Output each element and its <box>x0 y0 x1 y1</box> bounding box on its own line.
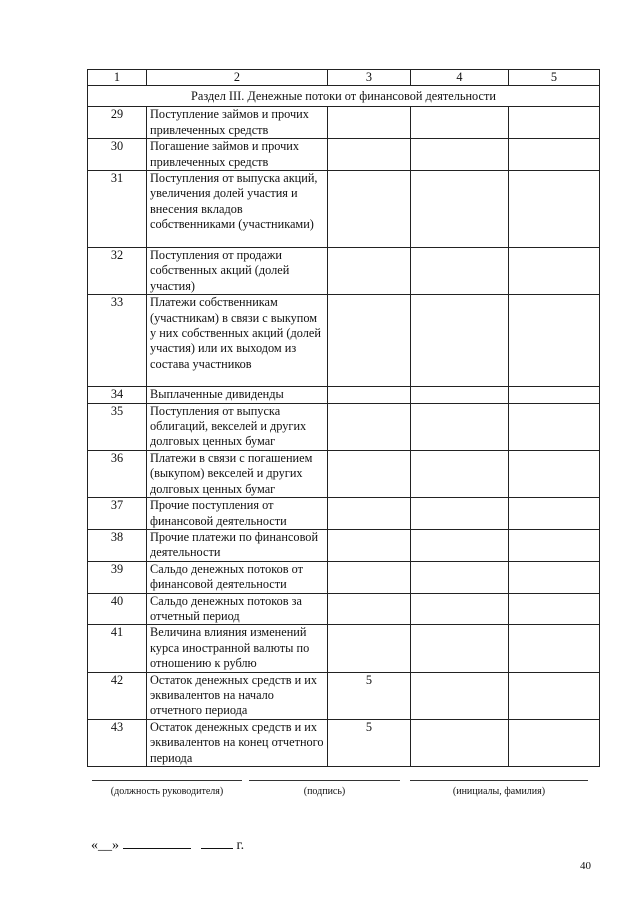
table-row <box>88 107 600 139</box>
row-label: Величина влияния изменений курса иностранной валюты по отношению к рублю <box>147 625 328 672</box>
row-label: Платежи в связи с погашением (выкупом) векселей и других долговых ценных бумаг <box>147 450 328 497</box>
section-title-row <box>88 86 600 107</box>
position-signature-line <box>92 780 242 781</box>
row-label: Прочие платежи по финансовой деятельности <box>147 529 328 561</box>
row-number: 41 <box>88 625 147 672</box>
row-value-col4 <box>411 107 509 139</box>
column-number-2: 2 <box>147 70 328 86</box>
table-row <box>88 139 600 171</box>
row-value-col3 <box>328 403 411 450</box>
row-label: Платежи собственникам (участникам) в связи с выкупом у них собственных акций (долей участия) или их выходом из состава участников <box>147 295 328 387</box>
row-value-col3: 5 <box>328 719 411 766</box>
row-value-col4 <box>411 593 509 625</box>
row-value-col3 <box>328 529 411 561</box>
row-value-col5 <box>509 561 600 593</box>
row-value-col4 <box>411 450 509 497</box>
signature-line <box>249 780 400 781</box>
row-value-col4 <box>411 561 509 593</box>
column-number-3: 3 <box>328 70 411 86</box>
row-value-col5 <box>509 403 600 450</box>
table-row <box>88 450 600 497</box>
row-value-col4 <box>411 529 509 561</box>
row-number: 37 <box>88 498 147 530</box>
column-number-4: 4 <box>411 70 509 86</box>
row-number: 30 <box>88 139 147 171</box>
table-row <box>88 529 600 561</box>
row-value-col4 <box>411 403 509 450</box>
table-row <box>88 248 600 295</box>
column-number-5: 5 <box>509 70 600 86</box>
row-number: 38 <box>88 529 147 561</box>
row-value-col5 <box>509 498 600 530</box>
row-label: Остаток денежных средств и их эквивалентов на конец отчетного периода <box>147 719 328 766</box>
row-value-col3 <box>328 561 411 593</box>
row-value-col5 <box>509 387 600 403</box>
date-line <box>91 836 244 854</box>
row-label: Сальдо денежных потоков за отчетный период <box>147 593 328 625</box>
table-row <box>88 295 600 387</box>
row-number: 39 <box>88 561 147 593</box>
row-value-col3 <box>328 625 411 672</box>
row-value-col3 <box>328 387 411 403</box>
table-row <box>88 561 600 593</box>
position-label: (должность руководителя) <box>110 786 224 797</box>
row-label: Остаток денежных средств и их эквивалентов на начало отчетного периода <box>147 672 328 719</box>
row-value-col5 <box>509 529 600 561</box>
row-value-col5 <box>509 295 600 387</box>
row-label: Поступления от продажи собственных акций (долей участия) <box>147 248 328 295</box>
row-label: Погашение займов и прочих привлеченных средств <box>147 139 328 171</box>
table-row <box>88 719 600 766</box>
column-number-1: 1 <box>88 70 147 86</box>
table-row <box>88 625 600 672</box>
table-row <box>88 672 600 719</box>
row-number: 29 <box>88 107 147 139</box>
row-value-col5 <box>509 139 600 171</box>
date-month-blank <box>123 836 191 849</box>
row-label: Сальдо денежных потоков от финансовой деятельности <box>147 561 328 593</box>
row-value-col3 <box>328 248 411 295</box>
row-label: Поступление займов и прочих привлеченных средств <box>147 107 328 139</box>
row-value-col5 <box>509 248 600 295</box>
row-value-col5 <box>509 593 600 625</box>
table-row <box>88 403 600 450</box>
table-row <box>88 498 600 530</box>
section-title: Раздел III. Денежные потоки от финансовой деятельности <box>88 86 600 107</box>
name-signature-line <box>410 780 588 781</box>
row-label: Прочие поступления от финансовой деятельности <box>147 498 328 530</box>
row-number: 40 <box>88 593 147 625</box>
row-value-col4 <box>411 672 509 719</box>
row-value-col3 <box>328 107 411 139</box>
row-value-col4 <box>411 139 509 171</box>
column-number-row <box>88 70 600 86</box>
row-value-col5 <box>509 672 600 719</box>
row-number: 32 <box>88 248 147 295</box>
date-day-field: «__» <box>91 838 119 853</box>
row-number: 34 <box>88 387 147 403</box>
row-value-col4 <box>411 171 509 248</box>
signature-label: (подпись) <box>303 786 346 797</box>
row-label: Выплаченные дивиденды <box>147 387 328 403</box>
row-value-col3 <box>328 139 411 171</box>
row-value-col3: 5 <box>328 672 411 719</box>
row-number: 33 <box>88 295 147 387</box>
table-row <box>88 593 600 625</box>
row-value-col4 <box>411 387 509 403</box>
row-value-col3 <box>328 498 411 530</box>
row-value-col4 <box>411 498 509 530</box>
cash-flow-table <box>87 69 600 767</box>
row-value-col5 <box>509 450 600 497</box>
row-value-col5 <box>509 171 600 248</box>
row-value-col3 <box>328 171 411 248</box>
row-value-col5 <box>509 719 600 766</box>
name-label: (инициалы, фамилия) <box>452 786 546 797</box>
row-value-col5 <box>509 107 600 139</box>
row-number: 43 <box>88 719 147 766</box>
table-row <box>88 387 600 403</box>
row-value-col4 <box>411 248 509 295</box>
row-number: 36 <box>88 450 147 497</box>
date-year-suffix: г. <box>236 838 245 853</box>
row-label: Поступления от выпуска облигаций, векселей и других долговых ценных бумаг <box>147 403 328 450</box>
row-number: 35 <box>88 403 147 450</box>
row-number: 31 <box>88 171 147 248</box>
row-value-col4 <box>411 719 509 766</box>
table-row <box>88 171 600 248</box>
row-value-col3 <box>328 593 411 625</box>
row-label: Поступления от выпуска акций, увеличения долей участия и внесения вкладов собственниками (участниками) <box>147 171 328 248</box>
page-number: 40 <box>580 860 591 872</box>
row-number: 42 <box>88 672 147 719</box>
row-value-col4 <box>411 295 509 387</box>
row-value-col3 <box>328 450 411 497</box>
row-value-col3 <box>328 295 411 387</box>
row-value-col4 <box>411 625 509 672</box>
row-value-col5 <box>509 625 600 672</box>
date-year-blank <box>201 836 233 849</box>
